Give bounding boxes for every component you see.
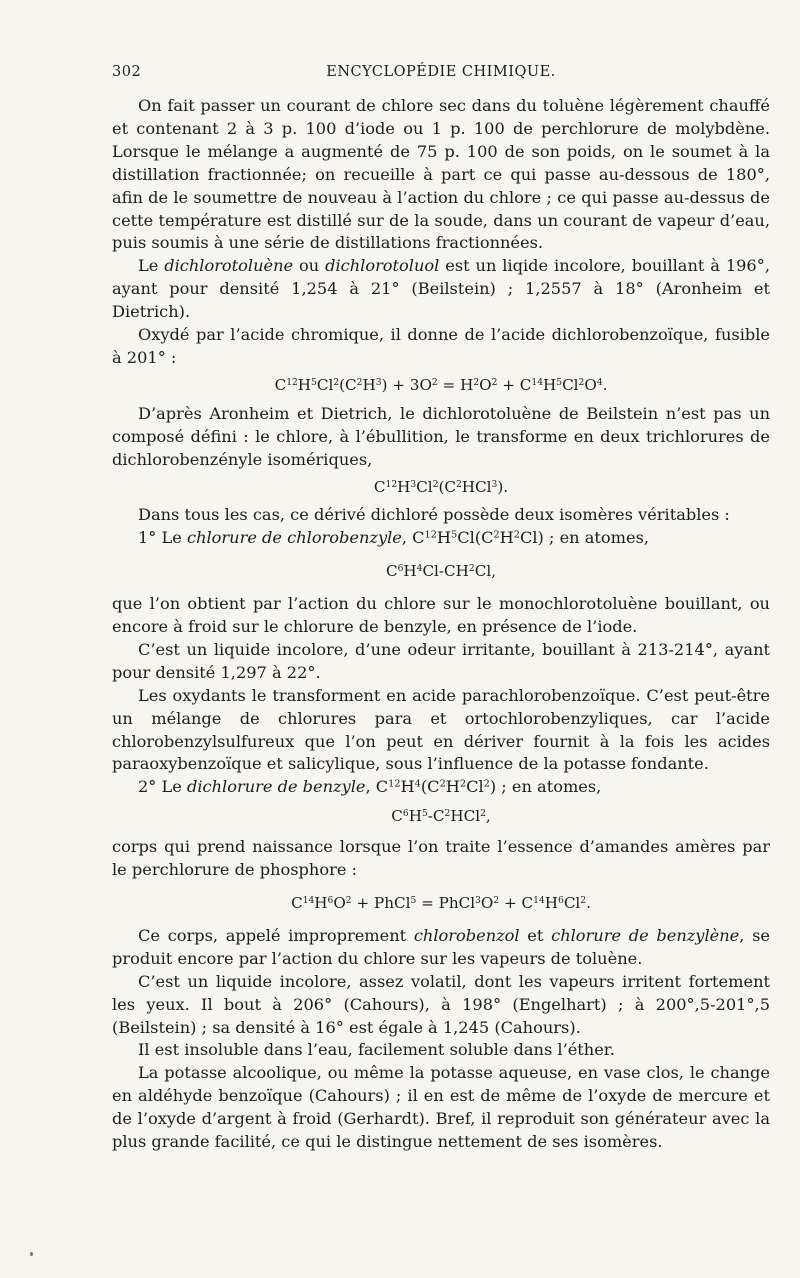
paragraph-chlorobenzol: Ce corps, appelé improprement chlorobenzol et chlorure de benzylène, se produit encore par l’action du chlore sur les vapeurs de toluène. [112,925,770,968]
paragraph-dichlorure-benzyle: 2° Le dichlorure de benzyle, $C^{12}H^4(C^2H^2Cl^2)$ ; en atomes, [138,777,602,797]
formula-dichlorure-atoms: $C^6H^5-C^2HCl^2$, [391,807,491,826]
page-body [112,95,770,1154]
equation-oxidation: $C^{12}H^5Cl^2(C^2H^3) + 3O^2 = H^2O^2 + C^{14}H^5Cl^2O^4$. [274,375,608,394]
paragraph-chlorobenzyle-preparation: que l’on obtient par l’action du chlore sur le monochlorotoluène bouillant, ou encore à froid sur le chlorure de benzyle, en présence de l’iode. [112,594,770,637]
paragraph-chlorobenzyle: 1° Le chlorure de chlorobenzyle, $C^{12}H^5Cl(C^2H^2Cl)$ ; en atomes, [138,528,650,548]
term-chlorobenzol: chlorobenzol [413,925,520,945]
paragraph-dichlorure-origin: corps qui prend naissance lorsque l’on traite l’essence d’amandes amères par le perchlorure de phosphore : [112,837,770,880]
paragraph-dichlorure-properties: C’est un liquide incolore, assez volatil, dont les vapeurs irritent fortement les yeux. Il bout à 206° (Cahours), à 198° (Engelhart) ; à 200°,5-201°,5 (Beilstein) ; sa densité à 16° est égale à 1,245 (Cahours). [112,971,770,1037]
page-number: 302 [112,64,142,80]
term-dichlorure-de-benzyle: dichlorure de benzyle [187,777,366,797]
running-title: ENCYCLOPÉDIE CHIMIQUE. [326,64,556,80]
running-header [112,64,770,86]
paragraph-aronheim: D’après Aronheim et Dietrich, le dichlorotoluène de Beilstein n’est pas un composé défini : le chlore, à l’ébullition, le transforme en deux trichlorures de dichlorobenzényle isomériques, [112,403,770,469]
formula-trichlorures: $C^{12}H^3Cl^2(C^2HCl^3)$. [373,477,509,496]
paragraph-chlorobenzyle-properties: C’est un liquide incolore, d’une odeur irritante, bouillant à 213-214°, ayant pour densité 1,297 à 22°. [112,639,770,682]
paragraph-potasse: La potasse alcoolique, ou même la potasse aqueuse, en vase clos, le change en aldéhyde benzoïque (Cahours) ; il en est de même de l’oxyde de mercure et de l’oxyde d’argent à froid (Gerhardt). Bref, il reproduit son générateur avec la plus grande facilité, ce qui le distingue nettement de ses isomères. [112,1063,770,1152]
paragraph-oxidation: Oxydé par l’acide chromique, il donne de l’acide dichlorobenzoïque, fusible à 201° : [112,325,770,367]
ink-speck [30,1252,33,1256]
term-dichlorotoluol: dichlorotoluol [325,256,440,276]
term-dichlorotoluene: dichlorotoluène [164,256,294,276]
paragraph-isomers-intro: Dans tous les cas, ce dérivé dichloré possède deux isomères véritables : [138,505,730,525]
equation-perchlorure: $C^{14}H^6O^2$ + PhCl$^5$ = $PhCl^3O^2 + C^{14}H^6Cl^2$. [291,894,591,912]
term-chlorure-de-benzylene: chlorure de benzylène [551,925,740,945]
paragraph-chlorobenzyle-oxidation: Les oxydants le transforment en acide parachlorobenzoïque. C’est peut-être un mélange de chlorures para et ortochlorobenzyliques, car l’acide chlorobenzylsulfureux que l’on peut en dériver fournit à la fois les acides paraoxybenzoïque et salicylique, sous l’influence de la potasse fondante. [112,685,770,774]
paragraph-solubility: Il est insoluble dans l’eau, facilement soluble dans l’éther. [138,1040,615,1060]
formula-chlorobenzyle-atoms: $C^6H^4Cl-CH^2Cl$, [385,562,497,581]
paragraph-dichlorotoluene-properties: Le dichlorotoluène ou dichlorotoluol est un liqide incolore, bouillant à 196°, ayant pour densité 1,254 à 21° (Beilstein) ; 1,2557 à 18° (Aronheim et Dietrich). [112,256,770,322]
term-chlorure-de-chlorobenzyle: chlorure de chlorobenzyle [187,528,402,548]
paragraph-preparation: On fait passer un courant de chlore sec dans du toluène légèrement chauffé et contenant 2 à 3 p. 100 d’iode ou 1 p. 100 de perchlorure de molybdène. Lorsque le mélange a augmenté de 75 p. 100 de son poids, on le soumet à la distillation fractionnée; on recueille à part ce qui passe au-dessous de 180°, afin de le soumettre de nouveau à l’action du chlore ; ce qui passe au-dessus de cette température est distillé sur de la soude, dans un courant de vapeur d’eau, puis soumis à une série de distillations fractionnées. [112,96,770,253]
